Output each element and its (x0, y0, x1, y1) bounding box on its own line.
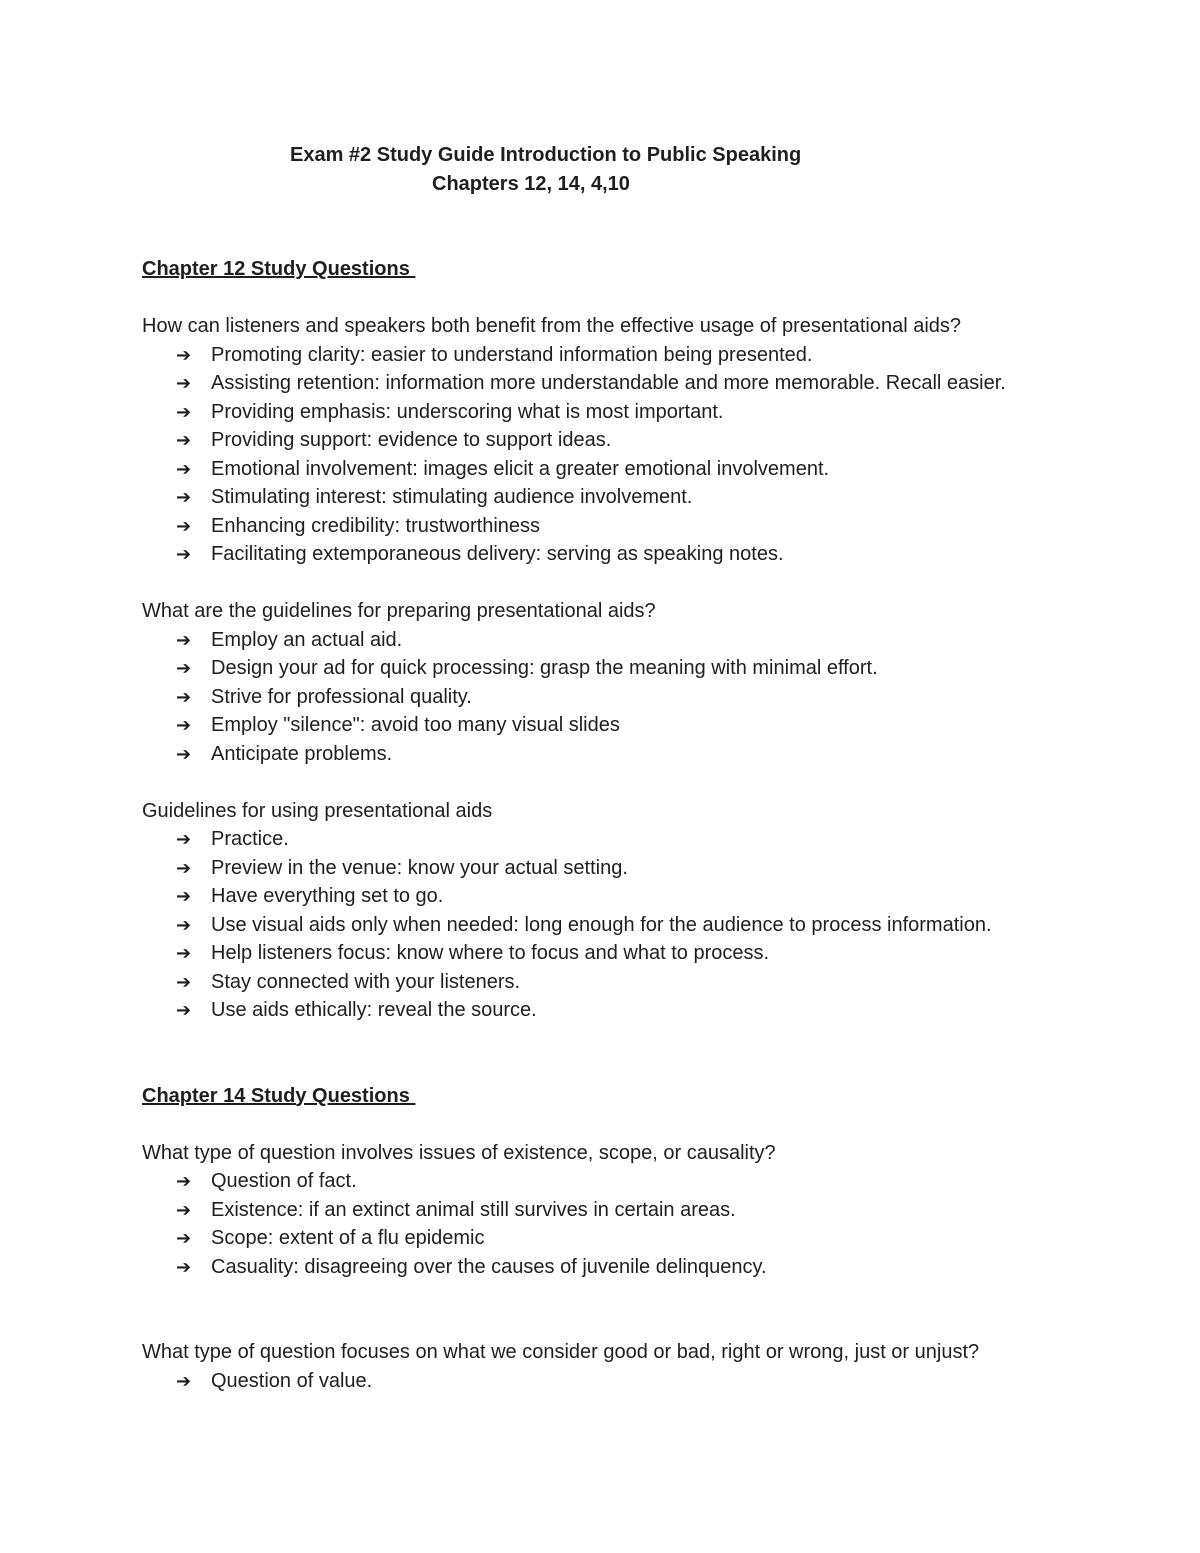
list-item: ➔ Stay connected with your listeners. (142, 968, 1102, 997)
arrow-bullet-icon: ➔ (176, 344, 192, 365)
question-block (142, 597, 1102, 768)
arrow-bullet-icon: ➔ (176, 743, 192, 764)
arrow-bullet-icon: ➔ (176, 943, 192, 963)
list-item: ➔ Emotional involvement: images elicit a greater emotional involvement. (142, 455, 1102, 484)
list-item: ➔ Providing emphasis: underscoring what is most important. (142, 398, 1102, 427)
list-item: ➔ Employ an actual aid. (142, 626, 1102, 655)
list-item: ➔ Have everything set to go. (142, 882, 1102, 911)
question-text: What type of question focuses on what we consider good or bad, right or wrong, just or unjust? (142, 1341, 980, 1363)
question-block (142, 1338, 1102, 1395)
arrow-bullet-icon: ➔ (176, 1370, 192, 1391)
list-item: ➔ Scope: extent of a flu epidemic (142, 1224, 1102, 1253)
arrow-bullet-icon: ➔ (176, 373, 192, 393)
list-item: ➔ Strive for professional quality. (142, 683, 1102, 712)
arrow-bullet-icon: ➔ (176, 715, 192, 735)
arrow-bullet-icon: ➔ (176, 401, 192, 422)
list-item: ➔ Promoting clarity: easier to understand information being presented. (142, 341, 1102, 370)
arrow-bullet-icon: ➔ (176, 1171, 192, 1191)
arrow-bullet-icon: ➔ (176, 515, 192, 536)
title-line-1: Exam #2 Study Guide Introduction to Public Speaking (290, 144, 802, 166)
arrow-bullet-icon: ➔ (176, 829, 192, 849)
answer-list (142, 1367, 1102, 1396)
arrow-bullet-icon: ➔ (176, 857, 192, 878)
answer-list (142, 1167, 1102, 1281)
chapter-heading: Chapter 14 Study Questions (142, 1084, 416, 1107)
question-block (142, 1139, 1102, 1282)
list-item: ➔ Casuality: disagreeing over the causes of juvenile delinquency. (142, 1253, 1102, 1282)
question-text: What are the guidelines for preparing presentational aids? (142, 600, 656, 622)
list-item: ➔ Existence: if an extinct animal still survives in certain areas. (142, 1196, 1102, 1225)
arrow-bullet-icon: ➔ (176, 686, 192, 707)
arrow-bullet-icon: ➔ (176, 914, 192, 935)
list-item: ➔ Use visual aids only when needed: long enough for the audience to process information. (142, 911, 1102, 940)
document-body (142, 255, 1102, 1395)
question-text: How can listeners and speakers both benefit from the effective usage of presentational aids? (142, 315, 962, 337)
list-item: ➔ Employ "silence": avoid too many visual slides (142, 711, 1102, 740)
arrow-bullet-icon: ➔ (176, 458, 192, 479)
list-item: ➔ Anticipate problems. (142, 740, 1102, 769)
arrow-bullet-icon: ➔ (176, 1256, 192, 1277)
question-text: Guidelines for using presentational aids (142, 799, 493, 822)
question-text: What type of question involves issues of existence, scope, or causality? (142, 1141, 776, 1164)
list-item: ➔ Help listeners focus: know where to focus and what to process. (142, 939, 1102, 968)
arrow-bullet-icon: ➔ (176, 886, 192, 906)
arrow-bullet-icon: ➔ (176, 1199, 192, 1220)
arrow-bullet-icon: ➔ (176, 487, 192, 507)
list-item: ➔ Use aids ethically: reveal the source. (142, 996, 1102, 1025)
arrow-bullet-icon: ➔ (176, 629, 192, 650)
list-item: ➔ Stimulating interest: stimulating audience involvement. (142, 483, 1102, 512)
question-block (142, 312, 1102, 569)
list-item: ➔ Enhancing credibility: trustworthiness (142, 512, 1102, 541)
chapter-heading: Chapter 12 Study Questions (142, 258, 416, 280)
list-item: ➔ Question of value. (142, 1367, 1102, 1396)
list-item: ➔ Assisting retention: information more understandable and more memorable. Recall easier. (142, 369, 1102, 398)
list-item: ➔ Preview in the venue: know your actual setting. (142, 854, 1102, 883)
list-item: ➔ Providing support: evidence to support ideas. (142, 426, 1102, 455)
answer-list (142, 626, 1102, 769)
arrow-bullet-icon: ➔ (176, 658, 192, 678)
question-block (142, 797, 1102, 1025)
answer-list (142, 825, 1102, 1025)
arrow-bullet-icon: ➔ (176, 1000, 192, 1020)
answer-list (142, 341, 1102, 569)
list-item: ➔ Facilitating extemporaneous delivery: serving as speaking notes. (142, 540, 1102, 569)
list-item: ➔ Design your ad for quick processing: grasp the meaning with minimal effort. (142, 654, 1102, 683)
arrow-bullet-icon: ➔ (176, 971, 192, 992)
chapter-12 (142, 255, 1102, 1025)
arrow-bullet-icon: ➔ (176, 1228, 192, 1248)
list-item: ➔ Practice. (142, 825, 1102, 854)
arrow-bullet-icon: ➔ (176, 430, 192, 450)
title-line-2: Chapters 12, 14, 4,10 (432, 173, 630, 195)
arrow-bullet-icon: ➔ (176, 544, 192, 564)
chapter-14 (142, 1082, 1102, 1396)
list-item: ➔ Question of fact. (142, 1167, 1102, 1196)
